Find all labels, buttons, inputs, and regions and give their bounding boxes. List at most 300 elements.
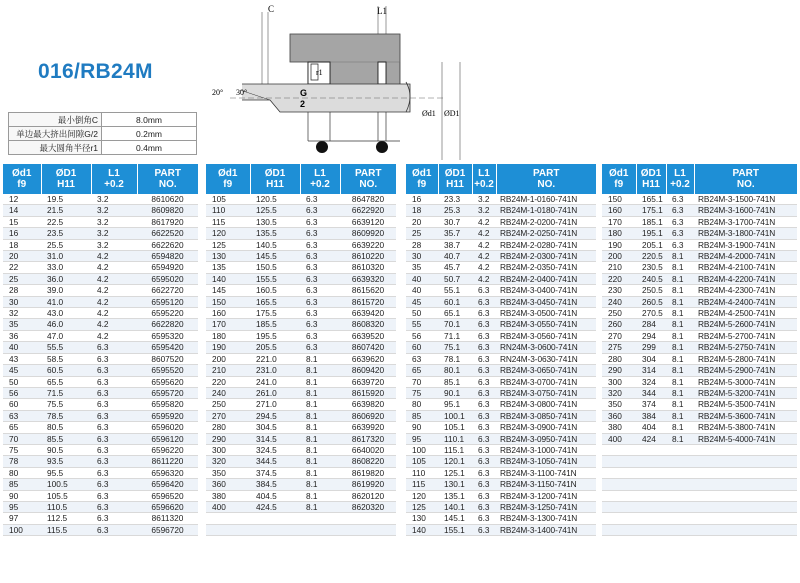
cell-D1: 93.5	[41, 456, 91, 467]
cell-part-no: 6596620	[137, 501, 198, 512]
cell-D1: 55.1	[438, 285, 472, 296]
cell-D1: 135.1	[438, 490, 472, 501]
table-row	[3, 262, 198, 273]
cell-D1: 299	[636, 342, 666, 353]
table-row	[406, 444, 596, 455]
cell-d1: 400	[602, 433, 636, 444]
cell-D1: 165.1	[636, 194, 666, 205]
cell-l1: 4.2	[472, 251, 496, 262]
cell-part-no: 6622620	[137, 239, 198, 250]
cell-D1: 110.5	[41, 501, 91, 512]
cell-part-no: 6639520	[340, 330, 396, 341]
table-header-row	[602, 164, 797, 194]
cell-D1: 50.7	[438, 273, 472, 284]
cell-l1: 6.3	[300, 342, 340, 353]
cell-l1: 6.3	[472, 513, 496, 524]
cell-d1: 60	[406, 342, 438, 353]
cell-D1: 185.1	[636, 216, 666, 227]
cell-part-no: 8607520	[137, 353, 198, 364]
table-row	[406, 296, 596, 307]
label-2: 2	[300, 99, 306, 109]
cell-l1: 6.3	[91, 376, 137, 387]
cell-D1: 270.5	[636, 308, 666, 319]
cell-part-no: RB24M-4-2400-741N	[694, 296, 797, 307]
cell-d1: 230	[602, 285, 636, 296]
table-row	[406, 353, 596, 364]
cell-part-no	[340, 524, 396, 535]
table-header-row	[206, 164, 396, 194]
cell-part-no: 8615720	[340, 296, 396, 307]
cell-d1: 35	[3, 319, 41, 330]
cell-d1: 63	[406, 353, 438, 364]
table-row	[406, 456, 596, 467]
spec-row	[9, 141, 197, 155]
label-d1: Ød1	[422, 109, 436, 118]
cell-d1: 40	[406, 285, 438, 296]
cell-l1: 6.3	[91, 365, 137, 376]
cell-D1: 424.5	[250, 501, 300, 512]
cell-l1: 6.3	[472, 342, 496, 353]
cell-part-no: RB24M-2-0300-741N	[496, 251, 596, 262]
table-row	[206, 479, 396, 490]
cell-part-no: RB24M-3-0950-741N	[496, 433, 596, 444]
cell-l1: 6.3	[472, 501, 496, 512]
table-row	[206, 262, 396, 273]
table-row	[602, 262, 797, 273]
cell-l1: 6.3	[472, 319, 496, 330]
cell-l1: 6.3	[472, 490, 496, 501]
cell-D1: 404.5	[250, 490, 300, 501]
cell-l1: 3.2	[472, 194, 496, 205]
cell-part-no: 6596220	[137, 444, 198, 455]
table-row	[406, 513, 596, 524]
table-row	[3, 353, 198, 364]
cell-D1: 241.0	[250, 376, 300, 387]
cell-d1: 22	[3, 262, 41, 273]
table-row	[602, 319, 797, 330]
table-row	[3, 479, 198, 490]
cell-l1: 8.1	[666, 308, 694, 319]
cell-D1: 205.1	[636, 239, 666, 250]
cell-part-no: 8620320	[340, 501, 396, 512]
cell-d1: 180	[602, 228, 636, 239]
cell-part-no: RB24M-5-3600-741N	[694, 410, 797, 421]
cell-l1	[666, 479, 694, 490]
cell-D1: 221.0	[250, 353, 300, 364]
cell-D1: 110.1	[438, 433, 472, 444]
cell-part-no: 6596420	[137, 479, 198, 490]
cell-part-no: 6596120	[137, 433, 198, 444]
table-row	[602, 387, 797, 398]
table-row	[206, 467, 396, 478]
cell-part-no: RB24M-3-0900-741N	[496, 422, 596, 433]
cell-D1: 40.7	[438, 251, 472, 262]
table-row	[3, 285, 198, 296]
cell-d1: 170	[602, 216, 636, 227]
cell-D1: 90.5	[41, 444, 91, 455]
table-header-row	[3, 164, 198, 194]
cell-D1: 100.1	[438, 410, 472, 421]
cell-d1: 200	[602, 251, 636, 262]
cell-D1: 324.5	[250, 444, 300, 455]
cell-part-no: RB24M-4-2100-741N	[694, 262, 797, 273]
cell-d1: 30	[3, 296, 41, 307]
cell-d1: 125	[406, 501, 438, 512]
cell-part-no: 6596320	[137, 467, 198, 478]
cell-l1: 8.1	[300, 410, 340, 421]
cell-D1: 261.0	[250, 387, 300, 398]
cell-D1: 55.5	[41, 342, 91, 353]
cell-d1: 280	[602, 353, 636, 364]
cell-l1: 6.3	[91, 422, 137, 433]
cell-l1: 4.2	[91, 330, 137, 341]
cell-D1: 39.0	[41, 285, 91, 296]
cell-D1: 240.5	[636, 273, 666, 284]
cell-part-no	[694, 524, 797, 535]
cell-d1: 210	[602, 262, 636, 273]
cell-l1: 4.2	[472, 216, 496, 227]
cell-d1	[602, 513, 636, 524]
cell-D1: 195.5	[250, 330, 300, 341]
header-part-no: PART NO.	[340, 164, 396, 194]
table-row	[602, 205, 797, 216]
cell-D1: 19.5	[41, 194, 91, 205]
cell-d1	[602, 456, 636, 467]
table-row	[3, 228, 198, 239]
cell-l1: 6.3	[91, 456, 137, 467]
cell-D1: 75.1	[438, 342, 472, 353]
cell-part-no: RB24M-4-2300-741N	[694, 285, 797, 296]
cell-D1: 78.1	[438, 353, 472, 364]
cell-l1: 6.3	[472, 308, 496, 319]
table-header-row	[406, 164, 596, 194]
cell-l1: 6.3	[666, 228, 694, 239]
table-row	[602, 490, 797, 501]
table-row	[206, 399, 396, 410]
cell-part-no: RB24M-5-2750-741N	[694, 342, 797, 353]
cell-part-no: RB24M-3-1150-741N	[496, 479, 596, 490]
cell-d1: 380	[602, 422, 636, 433]
table-row	[3, 513, 198, 524]
cell-d1: 290	[602, 365, 636, 376]
cell-l1	[666, 513, 694, 524]
table-row	[3, 387, 198, 398]
table-row	[406, 330, 596, 341]
cell-part-no: RB24M-5-4000-741N	[694, 433, 797, 444]
cell-part-no: RB24M-5-3800-741N	[694, 422, 797, 433]
cell-d1: 80	[406, 399, 438, 410]
cell-d1: 78	[3, 456, 41, 467]
cell-D1	[250, 513, 300, 524]
table-row	[406, 433, 596, 444]
cell-part-no: RB24M-5-3200-741N	[694, 387, 797, 398]
cell-D1: 80.1	[438, 365, 472, 376]
table-row	[602, 524, 797, 535]
cell-d1: 16	[406, 194, 438, 205]
table-row	[206, 228, 396, 239]
cell-l1: 6.3	[91, 387, 137, 398]
label-D1: ØD1	[444, 109, 460, 118]
cell-l1: 8.1	[666, 365, 694, 376]
cell-D1: 115.1	[438, 444, 472, 455]
cell-d1: 135	[206, 262, 250, 273]
table-row	[602, 273, 797, 284]
cell-l1: 4.2	[91, 273, 137, 284]
cell-part-no: 6595320	[137, 330, 198, 341]
table-row	[206, 205, 396, 216]
table-row	[406, 422, 596, 433]
cell-l1: 8.1	[666, 387, 694, 398]
table-row	[602, 467, 797, 478]
table-row	[602, 216, 797, 227]
table-row	[206, 444, 396, 455]
cell-D1: 46.0	[41, 319, 91, 330]
cell-l1: 3.2	[91, 205, 137, 216]
cell-part-no: 6595020	[137, 273, 198, 284]
table-row	[406, 239, 596, 250]
cell-d1: 140	[406, 524, 438, 535]
o-ring	[316, 141, 328, 153]
cell-D1: 324	[636, 376, 666, 387]
cell-d1: 140	[206, 273, 250, 284]
cell-part-no: RB24M-3-1900-741N	[694, 239, 797, 250]
size-table-4	[602, 164, 797, 536]
cell-l1: 4.2	[91, 262, 137, 273]
cell-d1: 180	[206, 330, 250, 341]
cell-D1: 304	[636, 353, 666, 364]
header-part-no: PART NO.	[694, 164, 797, 194]
table-row	[602, 456, 797, 467]
table-row	[3, 319, 198, 330]
cell-D1: 70.1	[438, 319, 472, 330]
cell-part-no: 8610320	[340, 262, 396, 273]
cell-l1: 6.3	[666, 194, 694, 205]
cell-D1: 130.1	[438, 479, 472, 490]
cell-part-no: 6639320	[340, 273, 396, 284]
cell-l1: 6.3	[91, 479, 137, 490]
table-row	[406, 365, 596, 376]
cell-d1: 300	[602, 376, 636, 387]
table-row	[406, 194, 596, 205]
cell-l1: 6.3	[300, 194, 340, 205]
spec-label: 最小倒角C	[9, 113, 102, 127]
table-row	[406, 262, 596, 273]
cell-l1: 4.2	[472, 239, 496, 250]
cell-D1: 294.5	[250, 410, 300, 421]
label-g: G	[300, 88, 308, 98]
table-row	[3, 330, 198, 341]
cell-d1: 105	[406, 456, 438, 467]
cell-d1: 90	[3, 490, 41, 501]
table-row	[206, 216, 396, 227]
table-row	[602, 353, 797, 364]
table-row	[602, 228, 797, 239]
cell-D1: 374.5	[250, 467, 300, 478]
label-angle-20: 20°	[212, 88, 224, 97]
cell-part-no: RB24M-3-1050-741N	[496, 456, 596, 467]
cell-D1: 25.5	[41, 239, 91, 250]
cell-D1: 25.3	[438, 205, 472, 216]
table-row	[206, 239, 396, 250]
cell-D1: 41.0	[41, 296, 91, 307]
cell-d1: 270	[602, 330, 636, 341]
cell-part-no: RB24M-3-0800-741N	[496, 399, 596, 410]
cell-D1: 304.5	[250, 422, 300, 433]
cell-l1	[666, 501, 694, 512]
cell-part-no: 8609920	[340, 228, 396, 239]
table-row	[3, 433, 198, 444]
cell-part-no: 6596020	[137, 422, 198, 433]
cell-d1: 15	[3, 216, 41, 227]
cell-l1: 4.2	[472, 273, 496, 284]
cell-D1: 384.5	[250, 479, 300, 490]
cell-part-no: 8620120	[340, 490, 396, 501]
cell-d1: 63	[3, 410, 41, 421]
cell-d1: 320	[602, 387, 636, 398]
cell-D1: 65.1	[438, 308, 472, 319]
cell-d1: 40	[3, 342, 41, 353]
cell-part-no: RB24M-5-2800-741N	[694, 353, 797, 364]
cell-d1: 45	[3, 365, 41, 376]
cell-D1: 404	[636, 422, 666, 433]
cell-D1: 271.0	[250, 399, 300, 410]
table-row	[602, 376, 797, 387]
cell-part-no	[694, 513, 797, 524]
cell-D1: 260.5	[636, 296, 666, 307]
cell-l1: 6.3	[472, 479, 496, 490]
label-c: C	[268, 4, 275, 14]
cell-part-no: 8619820	[340, 467, 396, 478]
table-row	[406, 216, 596, 227]
cell-D1: 60.1	[438, 296, 472, 307]
table-row	[206, 285, 396, 296]
cell-d1: 56	[406, 330, 438, 341]
cell-D1: 294	[636, 330, 666, 341]
cell-d1: 28	[406, 239, 438, 250]
cell-d1: 115	[206, 216, 250, 227]
table-row	[206, 376, 396, 387]
cell-l1: 6.3	[666, 216, 694, 227]
table-row	[206, 251, 396, 262]
cell-D1	[636, 467, 666, 478]
cell-l1: 4.2	[91, 296, 137, 307]
cell-part-no: RB24M-3-0850-741N	[496, 410, 596, 421]
table-row	[602, 239, 797, 250]
table-row	[602, 444, 797, 455]
cell-part-no: 6595220	[137, 308, 198, 319]
cell-d1: 380	[206, 490, 250, 501]
cell-l1: 6.3	[472, 399, 496, 410]
size-table-1	[3, 164, 198, 536]
cell-part-no: 6622920	[340, 205, 396, 216]
cell-D1: 374	[636, 399, 666, 410]
cell-d1: 280	[206, 422, 250, 433]
table-row	[406, 319, 596, 330]
table-row	[406, 228, 596, 239]
cell-part-no: 8610220	[340, 251, 396, 262]
table-row	[3, 410, 198, 421]
table-row	[206, 296, 396, 307]
cell-d1: 270	[206, 410, 250, 421]
table-row	[3, 205, 198, 216]
header-d1: Ød1 f9	[206, 164, 250, 194]
cell-l1: 8.1	[666, 353, 694, 364]
table-row	[406, 251, 596, 262]
cell-d1: 95	[3, 501, 41, 512]
cell-part-no	[694, 501, 797, 512]
cell-l1: 3.2	[91, 216, 137, 227]
cell-l1: 8.1	[300, 456, 340, 467]
cell-part-no: RB24M-2-0250-741N	[496, 228, 596, 239]
cell-l1: 6.3	[300, 285, 340, 296]
cell-l1: 6.3	[300, 216, 340, 227]
cell-l1: 8.1	[300, 399, 340, 410]
cell-d1: 145	[206, 285, 250, 296]
cell-l1: 4.2	[91, 285, 137, 296]
cell-d1: 80	[3, 467, 41, 478]
cell-D1: 284	[636, 319, 666, 330]
table-row	[602, 285, 797, 296]
cell-l1: 6.3	[472, 422, 496, 433]
cell-part-no: RB24M-3-0700-741N	[496, 376, 596, 387]
cell-D1: 30.7	[438, 216, 472, 227]
cell-d1: 170	[206, 319, 250, 330]
size-table-3	[406, 164, 596, 536]
cell-D1: 47.0	[41, 330, 91, 341]
cell-part-no: RB24M-2-0350-741N	[496, 262, 596, 273]
table-row	[3, 524, 198, 535]
table-row	[406, 342, 596, 353]
cell-d1: 400	[206, 501, 250, 512]
cell-d1	[602, 467, 636, 478]
spec-value: 0.2mm	[102, 127, 197, 141]
cell-d1: 125	[206, 239, 250, 250]
cell-D1	[636, 490, 666, 501]
table-row	[406, 501, 596, 512]
cell-D1: 135.5	[250, 228, 300, 239]
cell-l1: 8.1	[300, 365, 340, 376]
cell-d1: 250	[602, 308, 636, 319]
cell-D1: 205.5	[250, 342, 300, 353]
cell-d1: 97	[3, 513, 41, 524]
table-row	[406, 467, 596, 478]
cell-part-no: 6639220	[340, 239, 396, 250]
table-row	[206, 456, 396, 467]
cell-l1: 6.3	[300, 205, 340, 216]
cell-l1: 3.2	[91, 239, 137, 250]
table-row	[602, 410, 797, 421]
cell-d1: 36	[3, 330, 41, 341]
cell-l1: 8.1	[666, 285, 694, 296]
spec-value: 8.0mm	[102, 113, 197, 127]
cell-part-no: 6639820	[340, 399, 396, 410]
table-row	[602, 479, 797, 490]
cell-D1: 85.5	[41, 433, 91, 444]
cell-D1: 60.5	[41, 365, 91, 376]
cell-d1: 85	[3, 479, 41, 490]
cell-d1: 25	[3, 273, 41, 284]
cell-D1: 22.5	[41, 216, 91, 227]
cell-d1	[602, 444, 636, 455]
table-row	[206, 319, 396, 330]
table-row	[406, 399, 596, 410]
cell-part-no: RB24M-4-2500-741N	[694, 308, 797, 319]
cell-d1: 105	[206, 194, 250, 205]
cell-part-no: RB24M-2-0200-741N	[496, 216, 596, 227]
cell-l1: 6.3	[91, 342, 137, 353]
table-row	[602, 251, 797, 262]
cell-part-no: 6639620	[340, 353, 396, 364]
